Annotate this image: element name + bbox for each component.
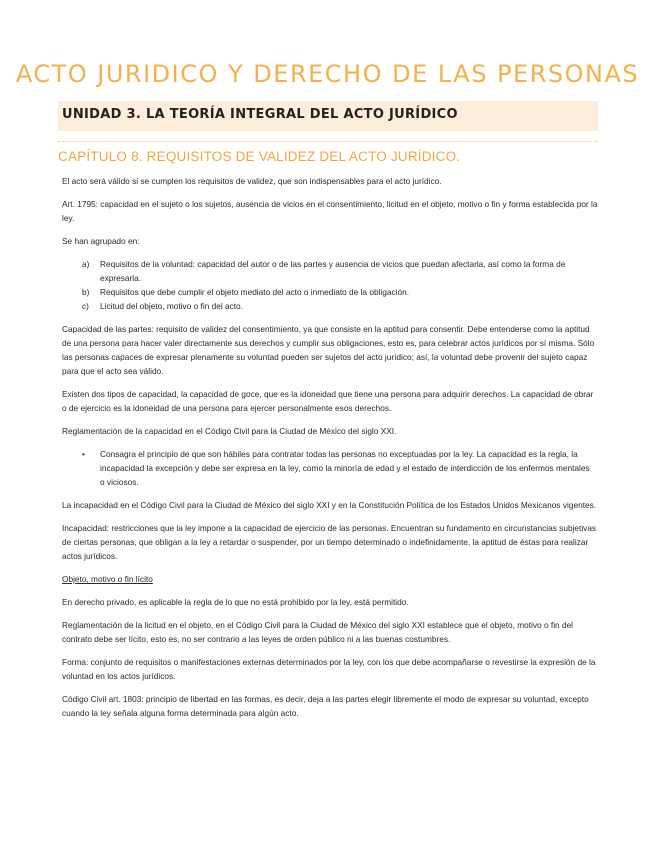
dotted-divider xyxy=(58,141,598,142)
unit-title: UNIDAD 3. LA TEORÍA INTEGRAL DEL ACTO JURÍDICO xyxy=(62,107,458,122)
paragraph: Incapacidad: restricciones que la ley impone a la capacidad de ejercicio de las personas. Encuentran su fundamento en circunstancias subjetivas de ciertas personas, que obligan a la ley a retardar o suspender, por un tiempo determinado o indefinidamente, la aptitud de éstas para realizar actos jurídicos. xyxy=(62,523,597,561)
list-item xyxy=(62,299,600,313)
document-title: ACTO JURIDICO Y DERECHO DE LAS PERSONAS xyxy=(15,60,640,88)
list-marker: c) xyxy=(82,301,89,311)
list-item-text: Requisitos que debe cumplir el objeto mediato del acto o inmediato de la obligación. xyxy=(100,287,410,297)
bullet-icon: • xyxy=(82,449,85,459)
list-item xyxy=(62,447,600,489)
paragraph: Existen dos tipos de capacidad, la capacidad de goce, que es la idoneidad que tiene una persona para adquirir derechos. La capacidad de obrar o de ejercicio es la idoneidad de una persona para ejercer personalmente esos derechos. xyxy=(62,389,594,413)
paragraph: Se han agrupado en: xyxy=(62,236,140,246)
subheading: Objeto, motivo o fin lícito xyxy=(62,574,153,584)
document-body xyxy=(62,174,600,729)
list-item-text: Licitud del objeto, motivo o fin del acto. xyxy=(100,301,243,311)
list-item xyxy=(62,257,600,285)
list-item xyxy=(62,285,600,299)
list-marker: a) xyxy=(82,259,90,269)
list-item-text: Consagra el principio de que son hábiles para contratar todas las personas no exceptuadas por la ley. La capacidad es la regla, la incapacidad la excepción y debe ser expresa en la ley, como la minoría de edad y el estado de interdicción de los enfermos mentales o viciosos. xyxy=(100,449,590,487)
list-marker: b) xyxy=(82,287,90,297)
paragraph: Capacidad de las partes: requisito de validez del consentimiento, ya que consiste en la aptitud para consentir. Debe entenderse como la aptitud de una persona para hacer valer directamente sus derechos y cumplir sus obligaciones, esto es, para celebrar actos jurídicos por sí misma. Sólo las personas capaces de expresar plenamente su voluntad pueden ser sujetos del acto jurídico; así, la voluntad debe provenir del sujeto capaz para que el acto sea válido. xyxy=(62,324,595,376)
paragraph: Reglamentación de la capacidad en el Código Civil para la Ciudad de México del siglo XXI. xyxy=(62,426,397,436)
bullet-list xyxy=(62,447,600,489)
list-item-text: Requisitos de la voluntad: capacidad del autor o de las partes y ausencia de vicios que puedan afectarla, así como la forma de expresarla. xyxy=(100,259,566,283)
paragraph: Código Civil art. 1803: principio de libertad en las formas, es decir, deja a las partes elegir libremente el modo de expresar su voluntad, excepto cuando la ley señala alguna forma determinada para algún acto. xyxy=(62,694,589,718)
requirements-list xyxy=(62,257,600,313)
paragraph: En derecho privado, es aplicable la regla de lo que no está prohibido por la ley, está permitido. xyxy=(62,597,409,607)
chapter-heading: CAPÍTULO 8. REQUISITOS DE VALIDEZ DEL ACTO JURÍDICO. xyxy=(58,149,461,164)
paragraph: Reglamentación de la licitud en el objeto, en el Código Civil para la Ciudad de México del siglo XXI establece que el objeto, motivo o fin del contrato debe ser lícito, esto es, no ser contrario a las leyes de orden público ni a las buenas costumbres. xyxy=(62,620,574,644)
paragraph: Art. 1795: capacidad en el sujeto o los sujetos, ausencia de vicios en el consentimiento, licitud en el objeto, motivo o fin y forma establecida por la ley. xyxy=(62,199,598,223)
paragraph: La incapacidad en el Código Civil para la Ciudad de México del siglo XXI y en la Constitución Política de los Estados Unidos Mexicanos vigentes. xyxy=(62,500,597,510)
paragraph: El acto será válido si se cumplen los requisitos de validez, que son indispensables para el acto jurídico. xyxy=(62,176,442,186)
paragraph: Forma: conjunto de requisitos o manifestaciones externas determinados por la ley, con los que debe acompañarse o revestirse la expresión de la voluntad en los actos jurídicos. xyxy=(62,657,596,681)
